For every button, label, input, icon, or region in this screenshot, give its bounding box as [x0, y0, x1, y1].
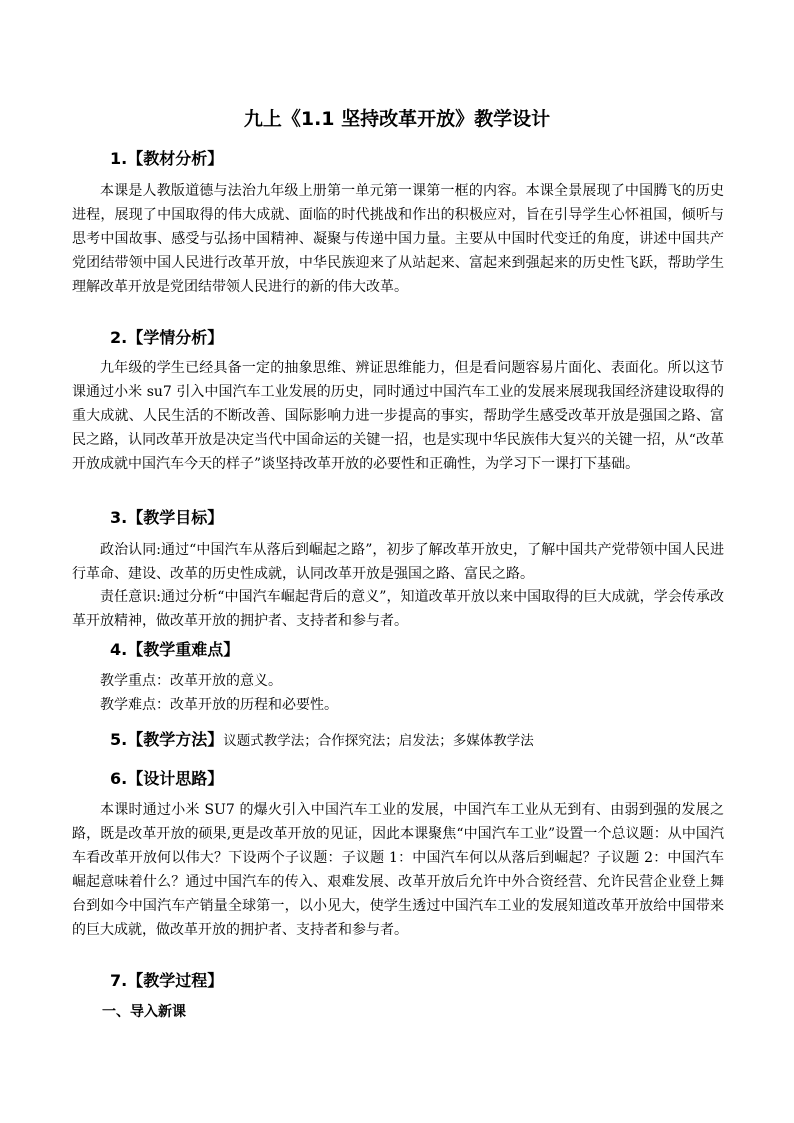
paragraph-textbook-analysis: 本课是人教版道德与法治九年级上册第一单元第一课第一框的内容。本课全景展现了中国腾飞的历史进程，展现了中国取得的伟大成就、面临的时代挑战和作出的积极应对，旨在引导学生心怀祖国，倾听与思考中国故事、感受与弘扬中国精神、凝聚与传递中国力量。主要从中国时代变迁的角度，讲述中国共产党团结带领中国人民进行改革开放，中华民族迎来了从站起来、富起来到强起来的历史性飞跃，帮助学生理解改革开放是党团结带领人民进行的新的伟大改革。	[72, 183, 724, 295]
section-heading-design-idea: 6.【设计思路】	[110, 769, 224, 788]
paragraph-key-point: 教学重点：改革开放的意义。	[100, 673, 282, 689]
section-heading-teaching-methods-label: 5.【教学方法】	[110, 730, 224, 749]
paragraph-objective-responsibility: 责任意识:通过分析“中国汽车崛起背后的意义”，知道改革开放以来中国取得的巨大成就，学会传承改革开放精神，做改革开放的拥护者、支持者和参与者。	[72, 589, 724, 629]
section-heading-teaching-objectives: 3.【教学目标】	[110, 508, 224, 527]
paragraph-difficult-point: 教学难点：改革开放的历程和必要性。	[100, 697, 338, 713]
subheading-introduce-lesson: 一、导入新课	[102, 1004, 186, 1020]
section-heading-learner-analysis: 2.【学情分析】	[110, 328, 224, 347]
section-heading-teaching-process: 7.【教学过程】	[110, 971, 224, 990]
section-heading-teaching-methods	[110, 729, 534, 752]
paragraph-design-idea: 本课时通过小米 SU7 的爆火引入中国汽车工业的发展，中国汽车工业从无到有、由弱到强的发展之路，既是改革开放的硕果,更是改革开放的见证，因此本课聚焦“中国汽车工业”设置一个总议题：从中国汽车看改革开放何以伟大？下设两个子议题：子议题 1：中国汽车何以从落后到崛起？子议题 2：中国汽车崛起意味着什么？通过中国汽车的传入、艰难发展、改革开放后允许中外合资经营、允许民营企业登上舞台到如今中国汽车产销量全球第一，以小见大，使学生透过中国汽车工业的发展知道改革开放给中国带来的巨大成就，做改革开放的拥护者、支持者和参与者。	[72, 802, 724, 938]
section-heading-textbook-analysis: 1.【教材分析】	[110, 149, 224, 168]
paragraph-objective-political: 政治认同:通过“中国汽车从落后到崛起之路”，初步了解改革开放史，了解中国共产党带领中国人民进行革命、建设、改革的历史性成就，认同改革开放是强国之路、富民之路。	[72, 542, 724, 582]
paragraph-learner-analysis: 九年级的学生已经具备一定的抽象思维、辨证思维能力，但是看问题容易片面化、表面化。所以这节课通过小米 su7 引入中国汽车工业发展的历史，同时通过中国汽车工业的发展来展现我国经济建设取得的重大成就、人民生活的不断改善、国际影响力进一步提高的事实，帮助学生感受改革开放是强国之路、富民之路，认同改革开放是决定当代中国命运的关键一招，也是实现中华民族伟大复兴的关键一招，从“改革开放成就中国汽车今天的样子”谈坚持改革开放的必要性和正确性，为学习下一课打下基础。	[72, 360, 724, 472]
section-heading-key-points: 4.【教学重难点】	[110, 640, 240, 659]
document-title: 九上《1.1 坚持改革开放》教学设计	[243, 108, 551, 130]
teaching-methods-text: 议题式教学法；合作探究法；启发法；多媒体教学法	[223, 733, 534, 749]
